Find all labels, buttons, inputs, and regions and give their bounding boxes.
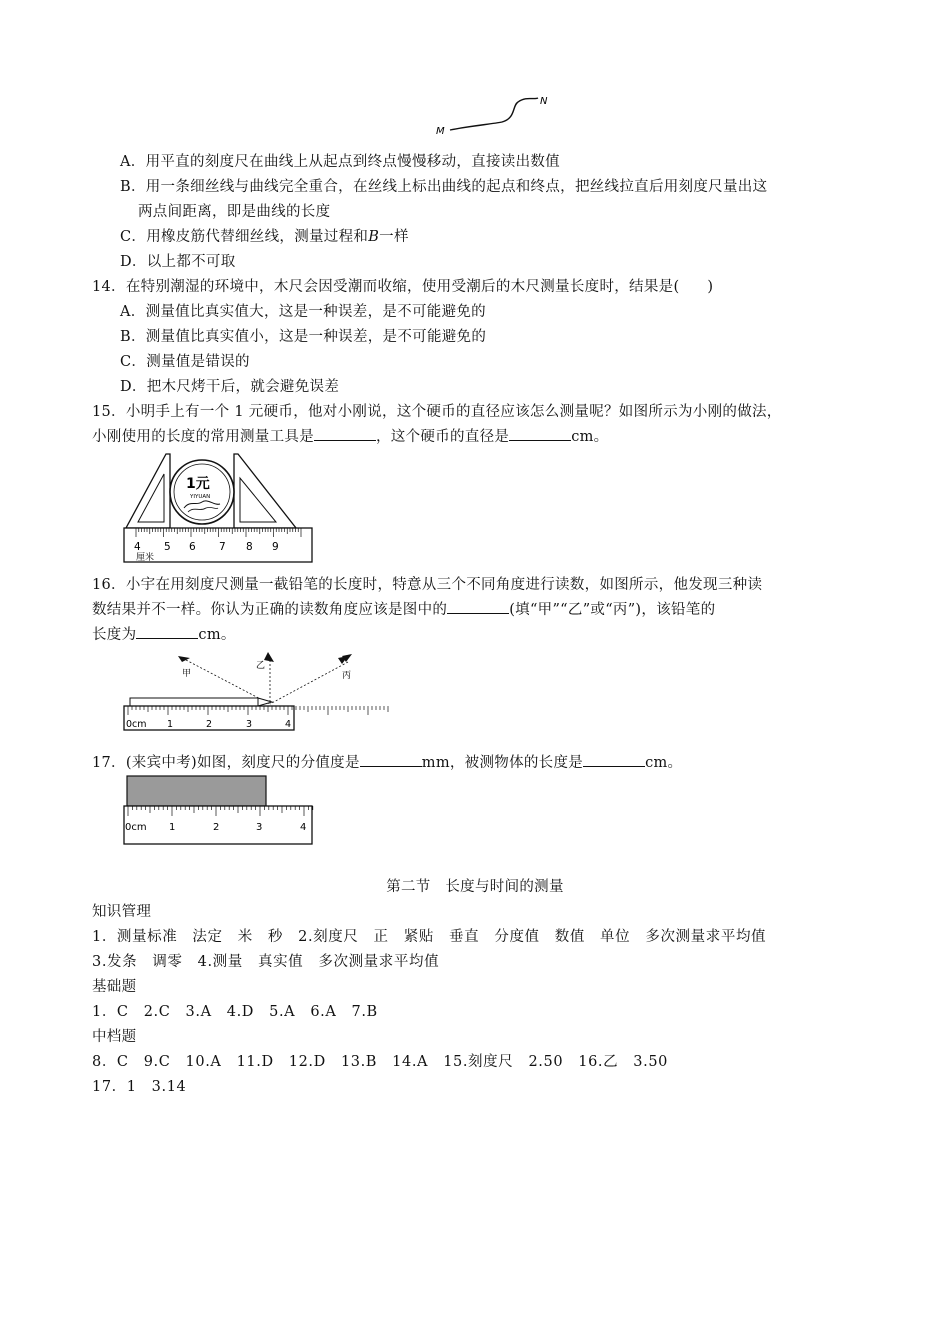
q13-option-b: B．用一条细丝线与曲线完全重合，在丝线上标出曲线的起点和终点，把丝线拉直后用刻度尺量出这 [120, 179, 768, 195]
q15-line1: 15．小明手上有一个 1 元硬币，他对小刚说，这个硬币的直径应该怎么测量呢？如图所示为小刚的做法， [92, 404, 782, 420]
curve-figure [430, 92, 560, 142]
tick-label: 2 [206, 719, 213, 730]
q14-stem: 14．在特别潮湿的环境中，木尺会因受潮而收缩，使用受潮后的木尺测量长度时，结果是( ) [92, 279, 714, 295]
tick-label: 9 [272, 541, 279, 553]
q14-option-d: D．把木尺烤干后，就会避免误差 [120, 379, 340, 395]
q13-option-b-cont: 两点间距离，即是曲线的长度 [138, 204, 331, 220]
tick-label: 0cm [125, 822, 147, 833]
ruler-unit: 厘米 [136, 553, 155, 563]
basic-answers: 1．C 2.C 3.A 4.D 5.A 6.A 7.B [92, 1004, 378, 1020]
tick-label: 7 [219, 541, 226, 553]
q13-option-a: A．用平直的刻度尺在曲线上从起点到终点慢慢移动，直接读出数值 [120, 154, 560, 170]
mid-answers-2: 17．1 3.14 [92, 1079, 187, 1095]
label-n: N [540, 96, 548, 107]
tick-label: 3 [256, 822, 263, 833]
tick-label: 5 [164, 541, 171, 553]
q16-line3: 长度为 cm。 [92, 624, 236, 646]
pencil [130, 698, 258, 706]
tick-label: 0cm [126, 719, 147, 730]
block-figure [120, 774, 316, 846]
tick-label: 6 [189, 541, 196, 553]
tick-label: 4 [285, 719, 292, 730]
knowledge-heading: 知识管理 [92, 904, 152, 920]
tick-label: 1 [167, 719, 174, 730]
knowledge-answers-2: 3.发条 调零 4.测量 真实值 多次测量求平均值 [92, 954, 440, 970]
knowledge-answers-1: 1．测量标准 法定 米 秒 2.刻度尺 正 紧贴 垂直 分度值 数值 单位 多次测量求平均值 [92, 929, 767, 945]
coin [170, 460, 234, 524]
coin-figure [120, 448, 320, 566]
mid-answers-1: 8．C 9.C 10.A 11.D 12.D 13.B 14.A 15.刻度尺 2.50 16.乙 3.50 [92, 1054, 668, 1070]
q14-option-b: B．测量值比真实值小，这是一种误差，是不可能避免的 [120, 329, 487, 345]
q14-option-a: A．测量值比真实值大，这是一种误差，是不可能避免的 [120, 304, 486, 320]
q16-line2: 数结果并不一样。你认为正确的读数角度应该是图中的 (填“甲”“乙”或“丙”)，该铅笔的 [92, 599, 715, 621]
tick-label: 4 [300, 822, 307, 833]
q16-line1: 16．小宇在用刻度尺测量一截铅笔的长度时，特意从三个不同角度进行读数，如图所示，他发现三种读 [92, 577, 763, 593]
coin-value: 1元 [186, 476, 210, 492]
q13-option-c: C．用橡皮筋代替细丝线，测量过程和B一样 [120, 229, 409, 245]
basic-heading: 基础题 [92, 979, 137, 995]
tick-label: 4 [134, 541, 141, 553]
tick-label: 8 [246, 541, 253, 553]
right-set-square [234, 454, 296, 528]
tick-label: 3 [246, 719, 253, 730]
measured-block [127, 776, 266, 806]
mid-heading: 中档题 [92, 1029, 137, 1045]
eye-yi-icon [256, 652, 274, 671]
q14-option-c: C．测量值是错误的 [120, 354, 250, 370]
q13-option-d: D．以上都不可取 [120, 254, 236, 270]
pencil-figure [120, 648, 352, 732]
coin-sub: YIYUAN [190, 494, 211, 500]
section-title: 第二节 长度与时间的测量 [386, 879, 564, 895]
label-m: M [436, 126, 445, 137]
eye-label-jia: 甲 [182, 669, 192, 679]
tick-label: 2 [213, 822, 220, 833]
eye-label-bing: 丙 [342, 671, 352, 681]
left-set-square [126, 454, 170, 528]
tick-label: 1 [169, 822, 176, 833]
eye-label-yi: 乙 [256, 661, 266, 671]
eye-jia-icon [178, 656, 191, 679]
q15-line2: 小刚使用的长度的常用测量工具是 ，这个硬币的直径是 cm。 [92, 426, 608, 448]
q17-stem: 17．(来宾中考)如图，刻度尺的分值度是 mm，被测物体的长度是 cm。 [92, 752, 682, 774]
curve-line [450, 98, 538, 130]
